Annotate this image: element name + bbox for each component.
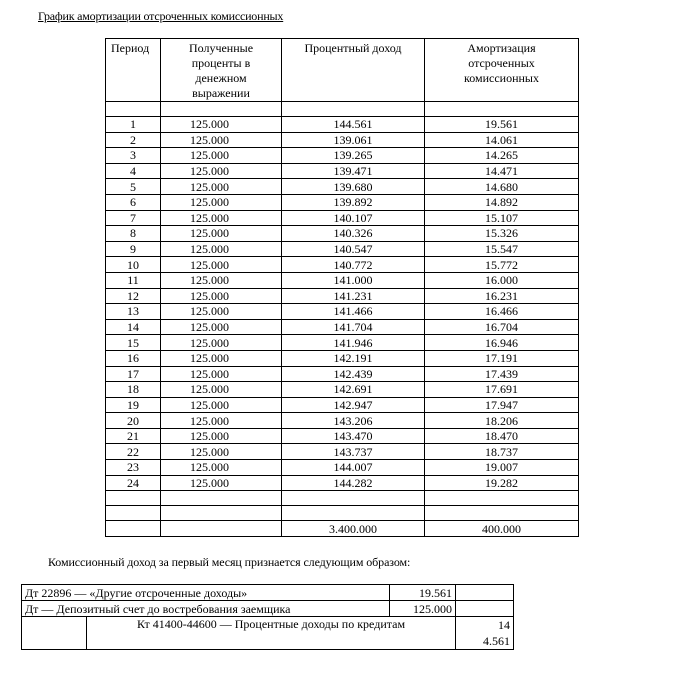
credit-amount-line-2: 4.561 [483,634,511,648]
interest-income-cell: 144.007 [282,460,425,476]
table-row [106,257,579,273]
interest-income-cell: 139.265 [282,148,425,164]
period-cell: 9 [106,241,161,257]
amortization-cell: 14.471 [425,163,579,179]
interest-income-cell: 140.772 [282,257,425,273]
header-interest-received: Полученные проценты в денежном выражении [161,39,282,102]
amortization-cell: 15.772 [425,257,579,273]
interest-received-cell: 125.000 [161,257,282,273]
period-cell: 13 [106,304,161,320]
table-row [106,179,579,195]
table-row [106,319,579,335]
empty-cell [425,491,579,506]
amortization-cell: 18.206 [425,413,579,429]
period-cell: 18 [106,382,161,398]
amortization-cell: 14.061 [425,132,579,148]
interest-received-cell: 125.000 [161,335,282,351]
interest-received-cell: 125.000 [161,319,282,335]
interest-income-cell: 139.061 [282,132,425,148]
table-row [106,241,579,257]
amortization-cell: 16.000 [425,272,579,288]
interest-income-cell: 142.191 [282,350,425,366]
empty-cell [425,102,579,117]
interest-received-cell: 125.000 [161,475,282,491]
table-row [106,226,579,242]
table-row [106,350,579,366]
recognition-note: Комиссионный доход за первый месяц признается следующим образом: [48,555,411,569]
interest-received-cell: 125.000 [161,397,282,413]
table-row [106,194,579,210]
period-cell: 22 [106,444,161,460]
interest-received-cell: 125.000 [161,288,282,304]
interest-income-cell: 141.000 [282,272,425,288]
table-row [106,382,579,398]
table-row [106,413,579,429]
table-row [106,304,579,320]
period-cell: 14 [106,319,161,335]
amortization-cell: 19.282 [425,475,579,491]
debit-2-label: Дт — Депозитный счет до востребования заемщика [22,601,390,617]
credit-amount [456,617,514,650]
totals-row [106,521,579,537]
amortization-cell: 16.946 [425,335,579,351]
interest-received-cell: 125.000 [161,117,282,133]
period-cell: 16 [106,350,161,366]
interest-income-cell: 139.680 [282,179,425,195]
journal-row-credit [22,617,514,650]
table-row [106,132,579,148]
amortization-cell: 14.265 [425,148,579,164]
period-cell: 21 [106,428,161,444]
empty-row [106,506,579,521]
table-row [106,366,579,382]
interest-received-cell: 125.000 [161,428,282,444]
amortization-cell: 14.892 [425,194,579,210]
amortization-cell: 17.439 [425,366,579,382]
debit-1-amount: 19.561 [390,585,456,601]
period-cell: 20 [106,413,161,429]
amortization-cell: 19.007 [425,460,579,476]
amortization-cell: 18.737 [425,444,579,460]
amortization-cell: 16.466 [425,304,579,320]
amortization-cell: 15.547 [425,241,579,257]
interest-received-cell: 125.000 [161,179,282,195]
period-cell: 23 [106,460,161,476]
interest-income-cell: 143.470 [282,428,425,444]
table-row [106,272,579,288]
journal-row-debit-2 [22,601,514,617]
table-row [106,148,579,164]
table-row [106,163,579,179]
interest-income-cell: 143.206 [282,413,425,429]
total-amortization: 400.000 [425,521,579,537]
journal-entry-table [21,584,514,650]
period-cell: 6 [106,194,161,210]
interest-received-cell: 125.000 [161,304,282,320]
table-row [106,335,579,351]
empty-cell [106,506,161,521]
empty-row [106,491,579,506]
table-row [106,460,579,476]
period-cell: 2 [106,132,161,148]
table-row [106,444,579,460]
interest-received-cell: 125.000 [161,444,282,460]
period-cell: 7 [106,210,161,226]
amortization-cell: 16.704 [425,319,579,335]
amortization-cell: 17.691 [425,382,579,398]
interest-received-cell: 125.000 [161,148,282,164]
amortization-cell: 14.680 [425,179,579,195]
journal-row-debit-1 [22,585,514,601]
interest-received-cell: 125.000 [161,210,282,226]
amortization-cell: 19.561 [425,117,579,133]
header-amortization: Амортизация отсроченных комиссионных [425,39,579,102]
interest-income-cell: 142.947 [282,397,425,413]
period-cell: 1 [106,117,161,133]
empty-cell [106,102,161,117]
interest-income-cell: 142.439 [282,366,425,382]
debit-2-amount: 125.000 [390,601,456,617]
interest-received-cell: 125.000 [161,413,282,429]
credit-amount-line-1: 14 [498,618,511,632]
page-title: График амортизации отсроченных комиссионных [38,9,284,23]
period-cell: 8 [106,226,161,242]
period-cell: 10 [106,257,161,273]
interest-received-cell: 125.000 [161,382,282,398]
total-interest-income: 3.400.000 [282,521,425,537]
period-cell: 17 [106,366,161,382]
interest-income-cell: 144.561 [282,117,425,133]
interest-income-cell: 141.466 [282,304,425,320]
amortization-cell: 18.470 [425,428,579,444]
table-row [106,475,579,491]
interest-income-cell: 139.892 [282,194,425,210]
amortization-cell: 15.326 [425,226,579,242]
interest-received-cell: 125.000 [161,460,282,476]
period-cell: 24 [106,475,161,491]
interest-income-cell: 140.547 [282,241,425,257]
interest-received-cell: 125.000 [161,163,282,179]
table-row [106,210,579,226]
interest-received-cell: 125.000 [161,272,282,288]
empty-cell [161,491,282,506]
amortization-cell: 16.231 [425,288,579,304]
header-period: Период [106,39,161,102]
header-interest-income: Процентный доход [282,39,425,102]
period-cell: 15 [106,335,161,351]
amortization-cell: 17.191 [425,350,579,366]
interest-income-cell: 140.326 [282,226,425,242]
empty-cell [22,617,87,650]
interest-income-cell: 141.231 [282,288,425,304]
credit-label: Кт 41400-44600 — Процентные доходы по кредитам [87,617,456,650]
interest-received-cell: 125.000 [161,226,282,242]
empty-cell [161,102,282,117]
interest-income-cell: 142.691 [282,382,425,398]
interest-received-cell: 125.000 [161,350,282,366]
interest-received-cell: 125.000 [161,132,282,148]
empty-cell [282,506,425,521]
table-row [106,288,579,304]
period-cell: 19 [106,397,161,413]
table-header-row [106,39,579,102]
table-row [106,397,579,413]
interest-income-cell: 141.946 [282,335,425,351]
empty-cell [106,521,161,537]
empty-cell [425,506,579,521]
empty-cell [161,506,282,521]
interest-income-cell: 143.737 [282,444,425,460]
interest-income-cell: 141.704 [282,319,425,335]
empty-cell [282,102,425,117]
empty-cell [161,521,282,537]
empty-cell [282,491,425,506]
table-row [106,117,579,133]
empty-cell [456,585,514,601]
period-cell: 11 [106,272,161,288]
interest-received-cell: 125.000 [161,241,282,257]
period-cell: 4 [106,163,161,179]
period-cell: 5 [106,179,161,195]
amortization-schedule-table [105,38,579,537]
interest-income-cell: 144.282 [282,475,425,491]
amortization-cell: 15.107 [425,210,579,226]
debit-1-label: Дт 22896 — «Другие отсроченные доходы» [22,585,390,601]
empty-cell [456,601,514,617]
amortization-cell: 17.947 [425,397,579,413]
interest-income-cell: 139.471 [282,163,425,179]
empty-row [106,102,579,117]
table-row [106,428,579,444]
period-cell: 3 [106,148,161,164]
period-cell: 12 [106,288,161,304]
interest-income-cell: 140.107 [282,210,425,226]
interest-received-cell: 125.000 [161,194,282,210]
interest-received-cell: 125.000 [161,366,282,382]
empty-cell [106,491,161,506]
